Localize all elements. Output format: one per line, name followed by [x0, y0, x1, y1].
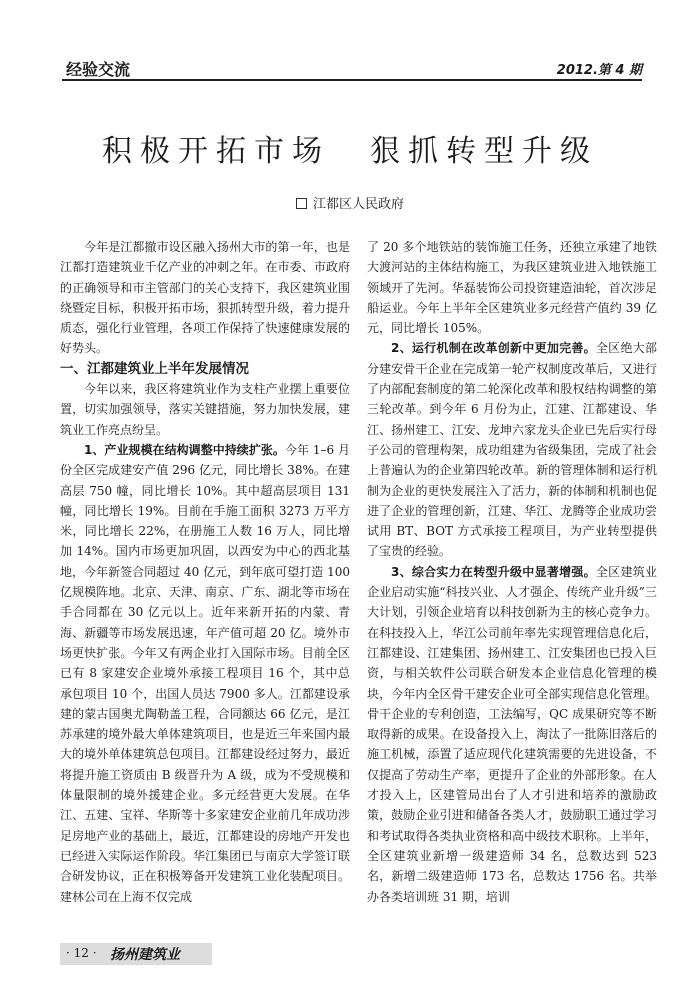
- title-part2: 狠抓转型升级: [370, 134, 598, 169]
- subheading: 2、运行机制在改革创新中更加完善。: [391, 341, 596, 356]
- author-line: [0, 193, 700, 212]
- page-header: [62, 55, 642, 85]
- square-icon: [296, 198, 307, 209]
- title-part1: 积极开拓市场: [102, 134, 330, 169]
- paragraph: 了 20 多个地铁站的装饰施工任务，还独立承建了地铁大渡河站的主体结构施工，为我区建筑业进入地铁施工领域开了先河。华磊装饰公司投资建造油轮，首次涉足船运业。今年上半年全区建筑业多元经营产值约 39 亿元，同比增长 105%。: [367, 240, 657, 336]
- paragraph-body: 全区建筑业企业启动实施“科技兴业、人才强企、传统产业升级”三大计划，引领企业培育以科技创新为主的核心竞争力。在科技投入上，华江公司前年率先实现管理信息化后，江都建设、江建集团、扬州建工、江安集团也已投入巨资，与相关软件公司联合研发本企业信息化管理的模块，今年内全区骨干建安企业可全部实现信息化管理。骨干企业的专利创造，工法编写，QC 成果研究等不断取得新的成果。在设备投入上，淘汰了一批陈旧落后的施工机械，添置了适应现代化建筑需要的先进设备，不仅提高了劳动生产率，更提升了企业的外部形象。在人才投入上，区建管局出台了人才引进和培养的激励政策，鼓励企业引进和储备各类人才，鼓励职工通过学习和考试取得各类执业资格和高中级技术职称。上半年，全区建筑业新增一级建造师 34 名，总数达到 523 名，新增二级建造师 173 名，总数达 1756 名。共举办各类培训班 31 期，培训: [367, 564, 657, 904]
- paragraph: 今年以来，我区将建筑业作为支柱产业摆上重要位置，切实加强领导，落实关键措施，努力加快发展，建筑业工作亮点纷呈。: [60, 382, 350, 437]
- subheading: 3、综合实力在转型升级中显著增强。: [391, 564, 596, 579]
- paragraph-body: 今年 1–6 月份全区完成建安产值 296 亿元，同比增长 38%。在建高层 750 幢，同比增长 10%。其中超高层项目 131 幢，同比增长 19%。目前在手施工面积 3273 万平方米，同比增长 22%，在册施工人数 16 万人，同比增加 14%。国内市场更加巩固，以西安为中心的西北基地，今年新签合同超过 40 亿元，到年底可望打造 100 亿规模阵地。北京、天津、南京、广东、湖北等市场在手合同都在 30 亿元以上。近年来新开拓的内蒙、青海、新疆等市场发展迅速，年产值可超 20 亿。境外市场更快扩张。今年又有两企业打入国际市场。目前全区已有 8 家建安企业境外承接工程项目 16 个，其中总承包项目 10 个，出国人员达 7900 多人。江都建设承建的蒙古国奥尤陶勒盖工程，合同额达 66 亿元，是江苏承建的境外最大单体建筑项目，也是近三年来国内最大的境外单体建筑总包项目。江都建设经过努力，最近将提升施工资质由 B 级晋升为 A 级，成为不受规模和体量限制的境外援建企业。多元经营更大发展。在华江、五建、宝祥、华斯等十多家建安企业前几年成功涉足房地产业的基础上，最近，江都建设的房地产开发也已经进入实际运作阶段。华江集团已与南京大学签订联合研发协议，正在积极筹备开发建筑工业化装配项目。建林公司在上海不仅完成: [60, 442, 350, 904]
- page-number: · 12 ·: [66, 946, 97, 960]
- magazine-logo: 扬州建筑业: [110, 947, 180, 963]
- paragraph: [367, 562, 657, 907]
- article-title: [0, 126, 700, 170]
- paragraph: 今年是江都撤市设区融入扬州大市的第一年，也是江都打造建筑业千亿产业的冲刺之年。在市委、市政府的正确领导和市主管部门的关心支持下，我区建筑业围绕暨定目标，积极开拓市场，狠抓转型升级，着力提升质态，强化行业管理，各项工作保持了快速健康发展的好势头。: [60, 240, 350, 356]
- right-column: [367, 237, 657, 907]
- left-column: [60, 237, 350, 907]
- issue-label: 2012.第 4 期: [556, 63, 642, 78]
- page-footer: [60, 943, 212, 965]
- section-label: 经验交流: [66, 60, 131, 79]
- header-rule: [62, 79, 642, 81]
- author-name: 江都区人民政府: [312, 197, 404, 212]
- paragraph: [60, 440, 350, 907]
- paragraph: [367, 338, 657, 561]
- section-heading: 一、江都建筑业上半年发展情况: [60, 360, 249, 377]
- paragraph-body: 全区绝大部分建安骨干企业在完成第一轮产权制度改革后，又进行了内部配套制度的第二轮深化改革和股权结构调整的第三轮改革。到今年 6 月份为止，江建、江都建设、华江、扬州建工、江安、龙坤六家龙头企业已先后实行母子公司的管理构架，成功组建为省级集团，完成了社会上普遍认为的企业第四轮改革。新的管理体制和运行机制为企业的更快发展注入了活力，新的体制和机制也促进了企业的管理创新，江建、华江、龙腾等企业成功尝试用 BT、BOT 方式承接工程项目，为产业转型提供了宝贵的经验。: [367, 341, 657, 559]
- subheading: 1、产业规模在结构调整中持续扩张。: [84, 442, 285, 457]
